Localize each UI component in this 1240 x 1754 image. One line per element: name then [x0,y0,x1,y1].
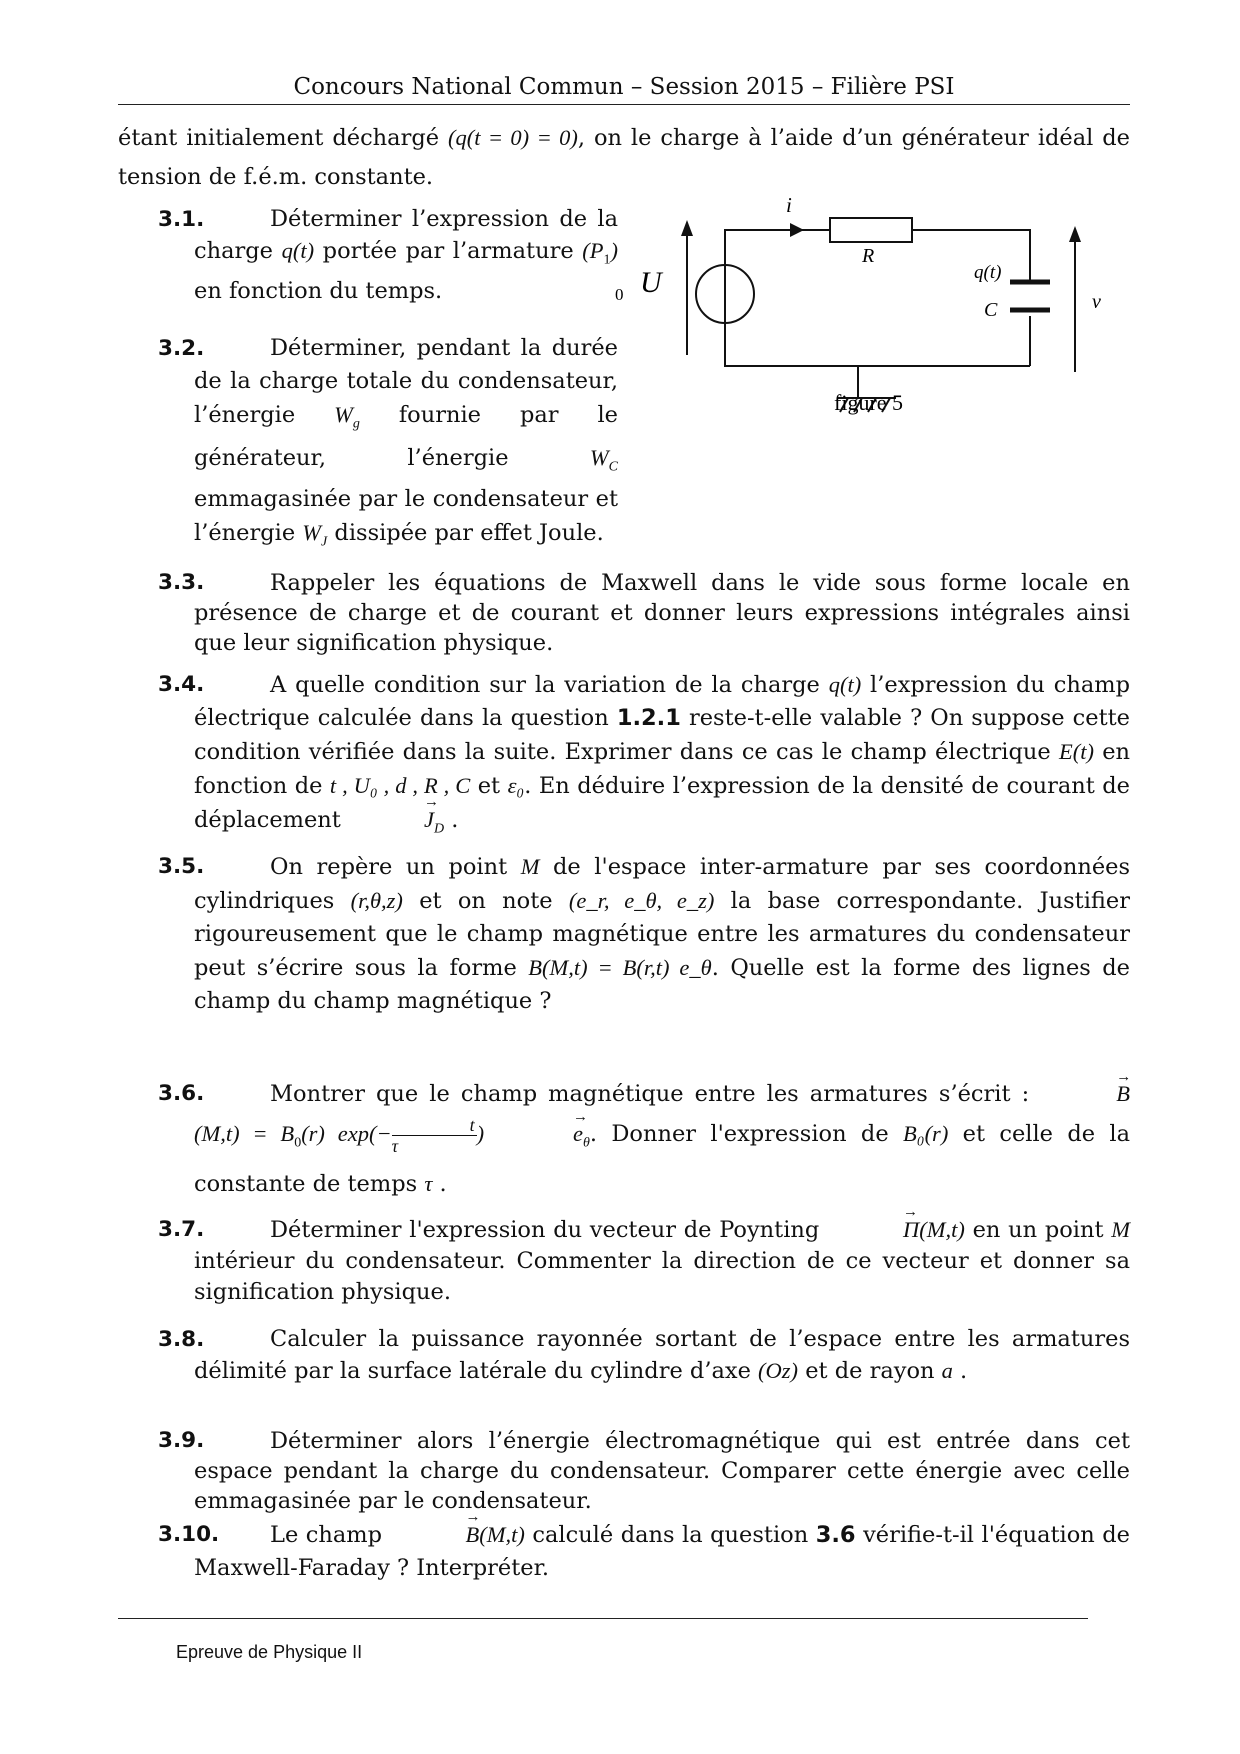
question-3-2: 3.2. Déterminer, pendant la durée de la charge totale du condensateur, l’énergie $W_g$ fournie par le générateur, l’énergie $W_C$ emmagasinée par le condensateur et l’énergie $W_J$ dissipée par effet Joule. [158,332,618,559]
source-label-sub: 0 [615,285,624,304]
voltage-label: v [1092,291,1101,313]
question-number: 3.5. [158,854,205,879]
question-3-1: 3.1. Déterminer l’expression de la charge q(t) portée par l’armature $(P_1)$ en fonction du temps. [158,206,618,304]
question-3-7: 3.7. Déterminer l'expression du vecteur de Poynting → Π(M,t) en un point M intérieur du condensateur. Commenter la direction de ce vecteur et donner sa signification physique. [158,1214,1130,1308]
page-header: Concours National Commun – Session 2015 – Filière PSI [118,74,1130,105]
question-number: 3.6. [158,1081,205,1106]
circuit-figure [615,190,1110,480]
intro-paragraph: étant initialement déchargé (q(t = 0) = 0), on le charge à l’aide d’un générateur idéal de tension de f.é.m. constante. [118,125,1130,190]
question-number: 3.8. [158,1327,205,1352]
charge-label: q(t) [974,262,1002,283]
question-number: 3.4. [158,672,205,697]
capacitor-label: C [984,299,998,321]
question-number: 3.1. [158,207,205,232]
resistor-label: R [862,245,875,267]
question-3-3: 3.3. Rappeler les équations de Maxwell dans le vide sous forme locale en présence de charge et de courant et donner leurs expressions intégrales ainsi que leur signification physique. [158,570,1130,656]
question-3-6: 3.6. Montrer que le champ magnétique entre les armatures s’écrit : → $B(M,t) = B_0(r)$ exp(− $\frac{t}{\tau}) \to e_\theta$. Donner l'expression de B₀(r) et celle de la constante de temps τ . [158,1074,1130,1204]
b-field-formula: → $B(M,t) = B_0(r)$ exp(− $\frac{t}{\tau}) \to e_\theta$ [194,1081,1130,1146]
question-3-4: 3.4. A quelle condition sur la variation de la charge q(t) l’expression du champ électrique calculée dans la question 1.2.1 reste-t-elle valable ? On suppose cette condition vérifiée dans la suite. Exprimer dans ce cas le champ électrique E(t) en fonction de t , U₀ , d , R , C et ε₀. En déduire l’expression de la densité de courant de déplacement → $J_D$ . [158,668,1130,846]
current-label: i [786,193,792,217]
question-3-9: 3.9. Déterminer alors l’énergie électromagnétique qui est entrée dans cet espace pendant la charge du condensateur. Comparer cette énergie avec celle emmagasinée par le condensateur. [158,1428,1130,1514]
circuit-wire [725,323,1030,366]
question-number: 3.9. [158,1428,205,1453]
current-arrow-icon [790,223,804,237]
question-3-8: 3.8. Calculer la puissance rayonnée sortant de l’espace entre les armatures délimité par la surface latérale du cylindre d’axe (Oz) et de rayon a . [158,1326,1130,1384]
question-3-10: 3.10. Le champ → B(M,t) calculé dans la question 3.6 vérifie-t-il l'équation de Maxwell-Faraday ? Interpréter. [158,1518,1130,1585]
question-number: 3.10. [158,1522,220,1547]
source-label: U [640,266,662,299]
circuit-wire [725,230,830,265]
figure-caption: figure 5 [834,390,904,415]
footer-text: Epreuve de Physique II [176,1642,363,1662]
question-number: 3.7. [158,1217,205,1242]
footer-rule [118,1618,1088,1619]
resistor [830,218,912,242]
question-3-5: 3.5. On repère un point M de l'espace inter-armature par ses coordonnées cylindriques (r,θ,z) et on note (e_r, e_θ, e_z) la base correspondante. Justifier rigoureusement que le champ magnétique entre les armatures du condensateur peut s’écrire sous la forme B(M,t) = B(r,t) e_θ. Quelle est la forme des lignes de champ du champ magnétique ? [158,850,1130,1018]
circuit-wire [912,230,1030,282]
question-number: 3.3. [158,570,205,595]
question-number: 3.2. [158,336,205,361]
